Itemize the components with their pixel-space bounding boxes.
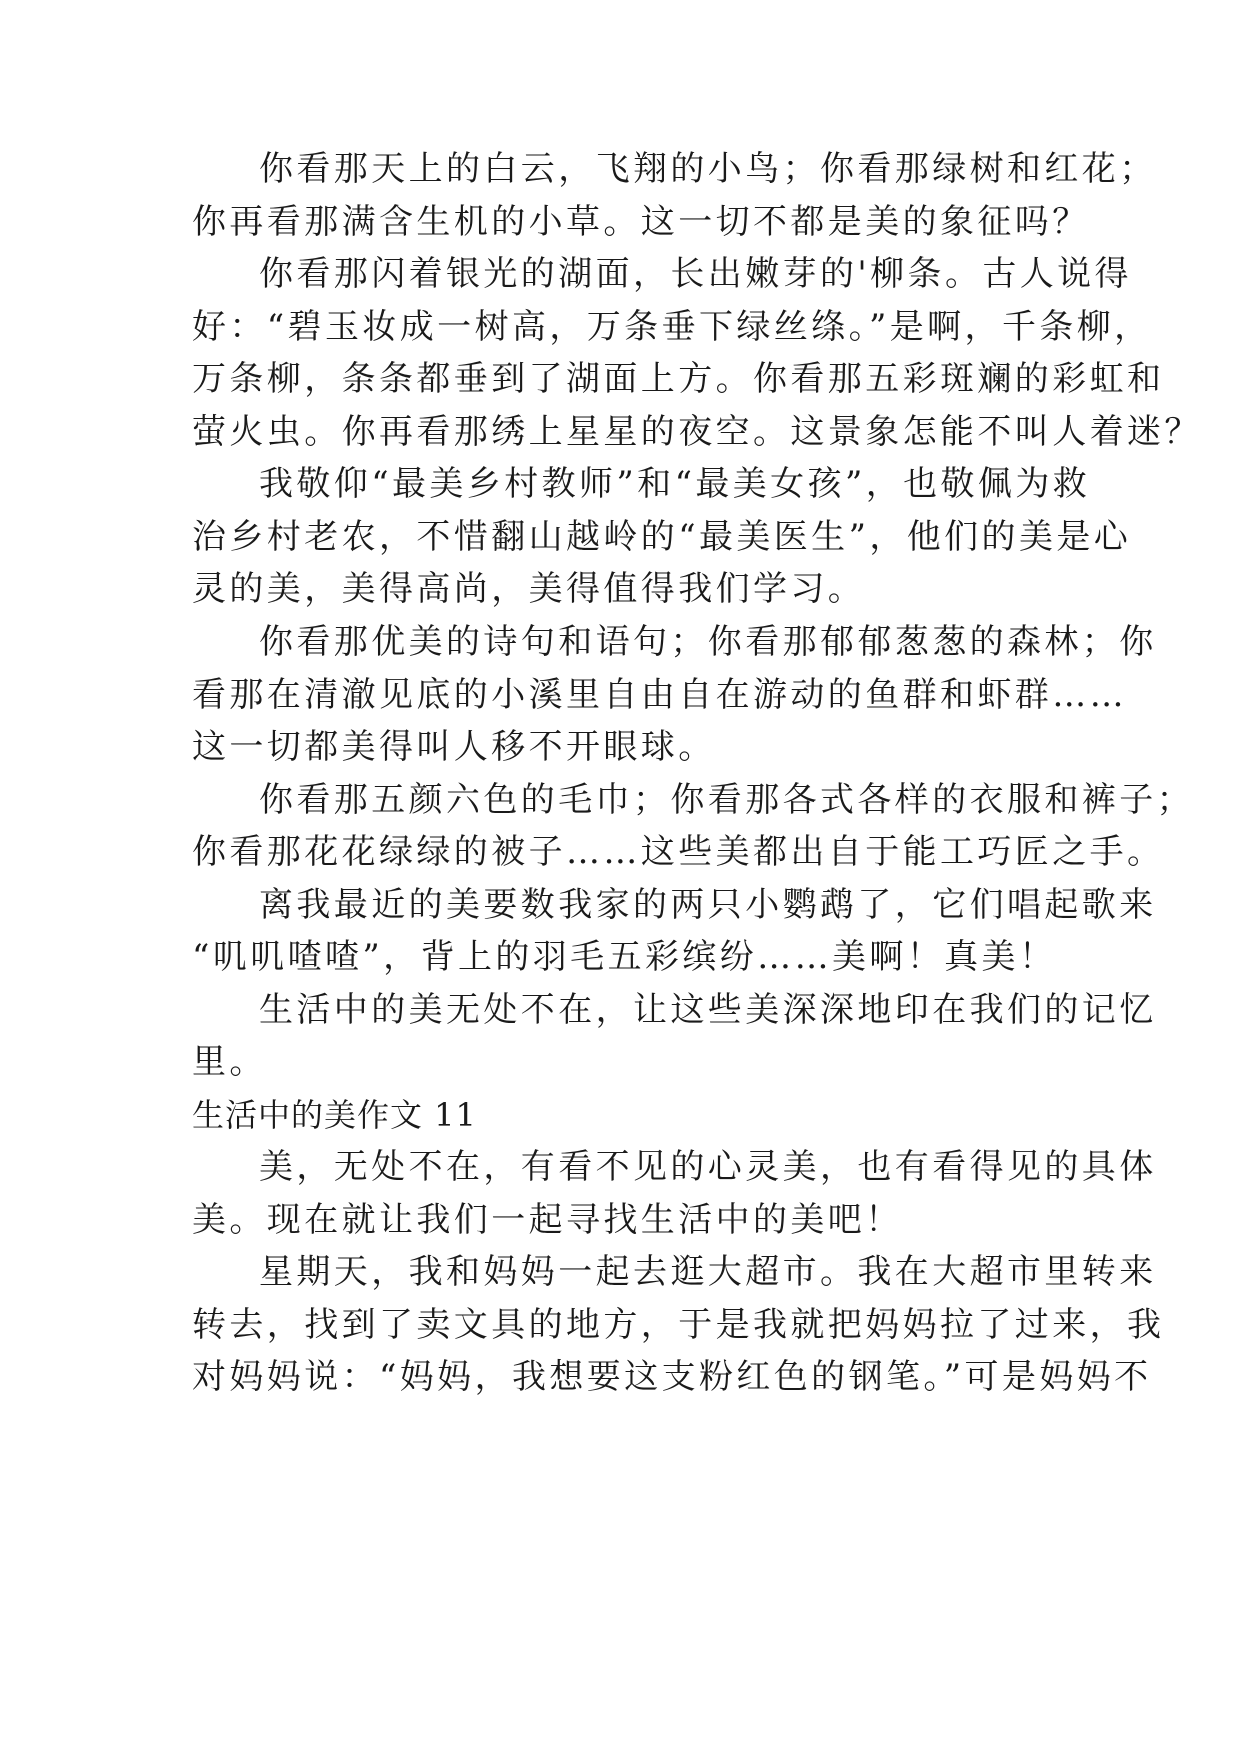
section-heading: 生活中的美作文 11 — [192, 1096, 477, 1134]
text-line: 美，无处不在，有看不见的心灵美，也有看得见的具体 — [259, 1147, 1157, 1187]
text-line: 美。现在就让我们一起寻找生活中的美吧！ — [192, 1200, 903, 1240]
text-line: 你看那闪着银光的湖面，长出嫩芽的'柳条。古人说得 — [259, 254, 1132, 294]
text-line: 萤火虫。你再看那绣上星星的夜空。这景象怎能不叫人着迷？ — [192, 412, 1202, 452]
text-line: 星期天，我和妈妈一起去逛大超市。我在大超市里转来 — [259, 1252, 1157, 1292]
text-line: 你看那花花绿绿的被子……这些美都出自于能工巧匠之手。 — [192, 832, 1165, 872]
text-line: 万条柳，条条都垂到了湖面上方。你看那五彩斑斓的彩虹和 — [192, 359, 1165, 399]
text-line: 生活中的美无处不在，让这些美深深地印在我们的记忆 — [259, 990, 1157, 1030]
text-line: 你看那天上的白云，飞翔的小鸟；你看那绿树和红花； — [259, 149, 1157, 189]
text-line: 里。 — [192, 1042, 267, 1082]
text-line: 你再看那满含生机的小草。这一切不都是美的象征吗？ — [192, 202, 1090, 242]
text-line: 看那在清澈见底的小溪里自由自在游动的鱼群和虾群…… — [192, 675, 1127, 715]
text-line: 你看那优美的诗句和语句；你看那郁郁葱葱的森林；你 — [259, 622, 1157, 662]
text-line: 好：“碧玉妆成一树高，万条垂下绿丝绦。”是啊，千条柳， — [192, 307, 1152, 347]
text-line: 离我最近的美要数我家的两只小鹦鹉了，它们唱起歌来 — [259, 885, 1157, 925]
text-line: 治乡村老农，不惜翻山越岭的“最美医生”，他们的美是心 — [192, 517, 1132, 557]
text-line: 灵的美，美得高尚，美得值得我们学习。 — [192, 569, 866, 609]
text-line: 我敬仰“最美乡村教师”和“最美女孩”，也敬佩为救 — [259, 464, 1091, 504]
text-line: 对妈妈说：“妈妈，我想要这支粉红色的钢笔。”可是妈妈不 — [192, 1357, 1152, 1397]
text-line: 转去，找到了卖文具的地方，于是我就把妈妈拉了过来，我 — [192, 1305, 1165, 1345]
text-line: 这一切都美得叫人移不开眼球。 — [192, 727, 716, 767]
text-line: “叽叽喳喳”，背上的羽毛五彩缤纷……美啊！真美！ — [192, 937, 1057, 977]
text-line: 你看那五颜六色的毛巾；你看那各式各样的衣服和裤子； — [259, 780, 1194, 820]
